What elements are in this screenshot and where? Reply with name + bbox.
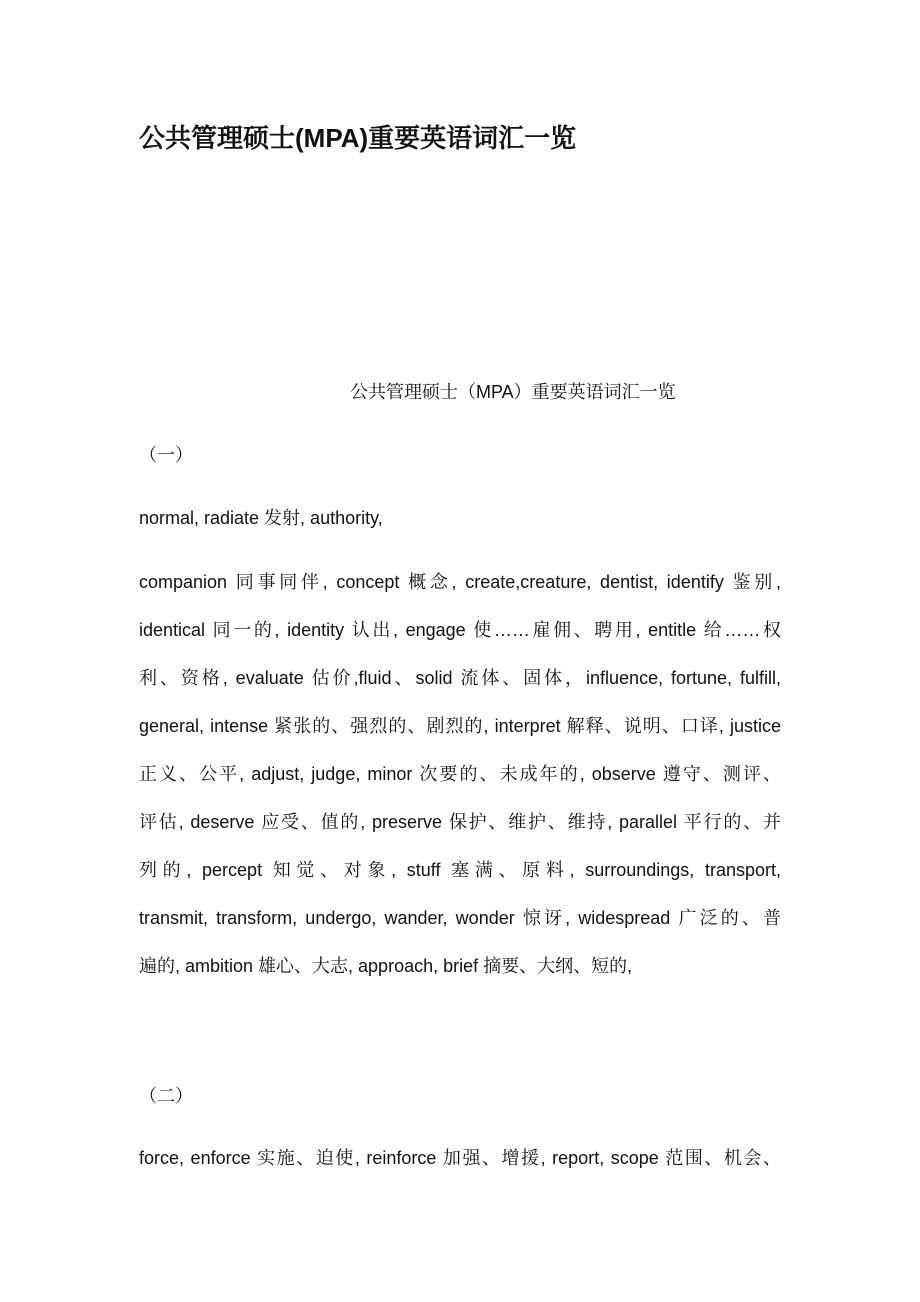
section-2-heading: （二） [139, 1086, 193, 1106]
document-title: 公共管理硕士(MPA)重要英语词汇一览 [139, 123, 577, 153]
paragraph-line: transmit, transform, undergo, wander, wonder 惊讶, widespread 广泛的、普 [139, 908, 781, 928]
paragraph-line: identical 同一的, identity 认出, engage 使……雇佣、聘用, entitle 给……权 [139, 620, 781, 640]
paragraph-line: 评估, deserve 应受、值的, preserve 保护、维护、维持, parallel 平行的、并 [139, 812, 781, 832]
paragraph-line: force, enforce 实施、迫使, reinforce 加强、增援, report, scope 范围、机会、 [139, 1148, 781, 1168]
paragraph-line: general, intense 紧张的、强烈的、剧烈的, interpret 解释、说明、口译, justice [139, 716, 781, 736]
document-subtitle: 公共管理硕士（MPA）重要英语词汇一览 [350, 382, 676, 402]
section-1-intro: normal, radiate 发射, authority, [139, 508, 383, 528]
paragraph-line: 利、资格, evaluate 估价,fluid、solid 流体、固体，influence, fortune, fulfill, [139, 668, 781, 688]
section-1-heading: （一） [139, 445, 193, 465]
paragraph-line: 列的, percept 知觉、对象, stuff 塞满、原料, surroundings, transport, [139, 860, 781, 880]
paragraph-line: companion 同事同伴, concept 概念, create,creature, dentist, identify 鉴别, [139, 572, 781, 592]
paragraph-line: 遍的, ambition 雄心、大志, approach, brief 摘要、大纲、短的, [139, 956, 633, 976]
paragraph-line: 正义、公平, adjust, judge, minor 次要的、未成年的, observe 遵守、测评、 [139, 764, 781, 784]
